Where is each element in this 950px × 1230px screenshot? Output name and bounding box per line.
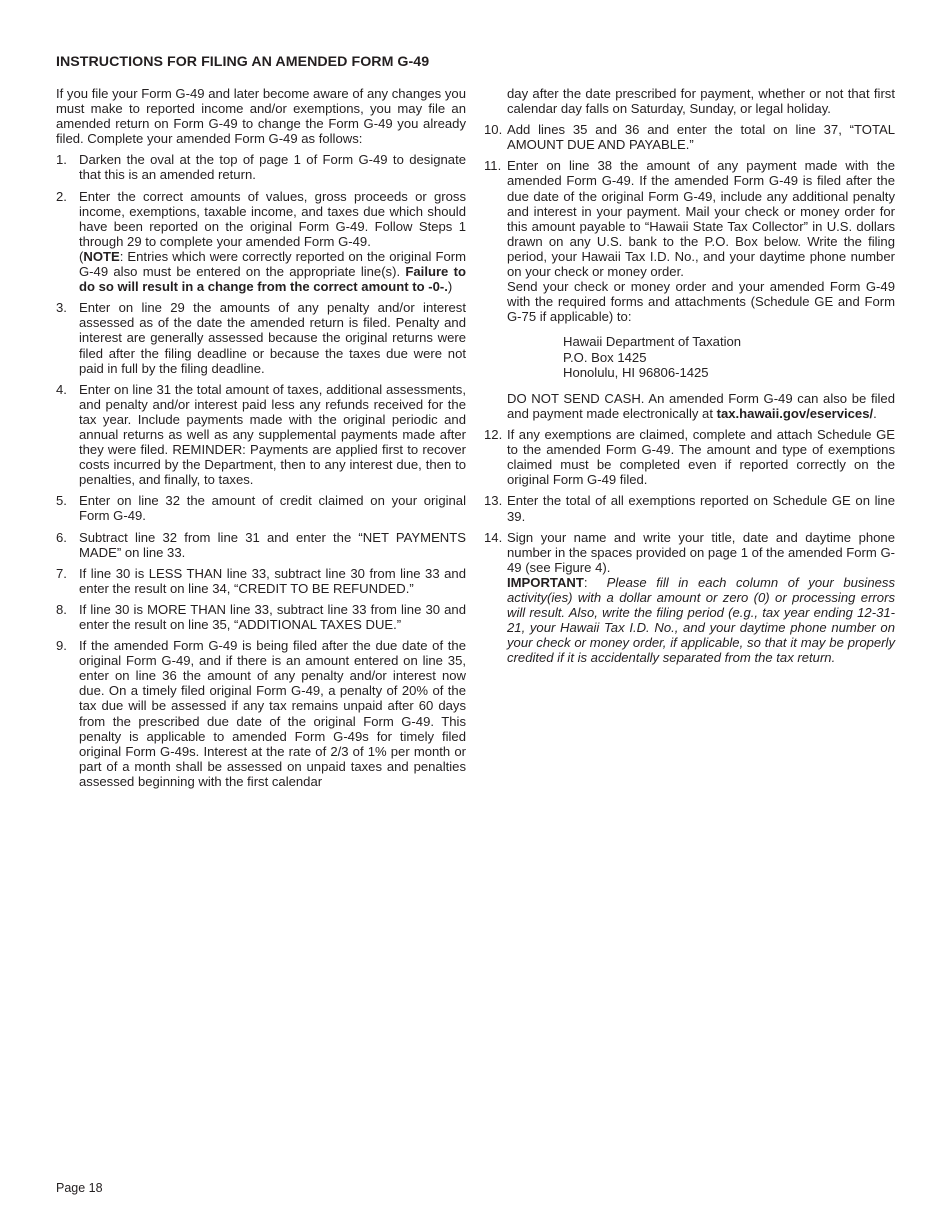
right-column — [484, 86, 895, 672]
step-4: 4. Enter on line 31 the total amount of taxes, additional assessments, and penalty and/or interest paid less any refunds received for the tax year. Include payments made with the original periodic and annual returns as well as any supplemental payments made after they were filed. REMINDER: Payments are applied first to recover costs incurred by the Department, then to any interest due, then to penalties, and finally, to taxes. — [56, 381, 466, 488]
address-line: P.O. Box 1425 — [563, 349, 647, 365]
step-9-continuation: day after the date prescribed for payment, whether or not that first calendar day falls on Saturday, Sunday, or legal holiday. — [507, 86, 895, 117]
address-line: Honolulu, HI 96806-1425 — [563, 365, 709, 381]
step-13: 13. Enter the total of all exemptions reported on Schedule GE on line 39. — [484, 493, 895, 524]
important-note: IMPORTANT: Please fill in each column of your business activity(ies) with a dollar amount or zero (0) or processing errors will result. Also, write the filing period (e.g., tax year ending 12-31-21, your Hawaii Tax I.D. No., and your daytime phone number on your check or money order, if applicable, so that it may be properly credited if it is accidentally separated from the tax return. — [507, 574, 895, 666]
mailing-address — [507, 334, 895, 381]
address-line: Hawaii Department of Taxation — [563, 334, 742, 350]
step-11: 11. Enter on line 38 the amount of any payment made with the amended Form G-49. If the amended Form G-49 is filed after the due date of the original Form G-49, include any additional penalty and interest in your payment. Mail your check or money order for this amount payable to “Hawaii State Tax Collector” in U.S. dollars drawn on any U.S. bank to the P.O. Box below. Write the filing period, your Hawaii Tax I.D. No., and your daytime phone number on your check or money order. Send your check or money order and your amended Form G-49 with the required forms and attachments (Schedule GE and Form G-75 if applicable) to: Hawaii Department of Taxation P.O. Box 1425 Honolulu, HI 96806-1425 DO NOT SEND CASH. An amended Form G-49 can also be filed and payment made electronically at tax.hawaii.gov/eservices/. — [484, 158, 895, 421]
eservices-link[interactable]: tax.hawaii.gov/eservices/ — [716, 406, 874, 421]
step-6: 6. Subtract line 32 from line 31 and enter the “NET PAYMENTS MADE” on line 33. — [56, 529, 466, 560]
step-5: 5. Enter on line 32 the amount of credit claimed on your original Form G-49. — [56, 493, 466, 524]
steps-list-left — [56, 152, 466, 789]
send-instructions: Send your check or money order and your amended Form G-49 with the required forms and attachments (Schedule GE and Form G-75 if applicable) to: — [507, 279, 895, 325]
step-12: 12. If any exemptions are claimed, complete and attach Schedule GE to the amended Form G-49. The amount and type of exemptions claimed must be completed even if reported correctly on the original Form G-49 filed. — [484, 427, 895, 488]
step-9: 9. If the amended Form G-49 is being filed after the due date of the original Form G-49, and if there is an amount entered on line 35, enter on line 36 the amount of any penalty and/or interest now due. On a timely filed original Form G-49, a penalty of 20% of the tax due will be assessed if any tax remains unpaid after 60 days from the prescribed due date of the original Form G-49. This penalty is applicable to amended Form G-49s for timely filed original Form G-49s. Interest at the rate of 2/3 of 1% per month or part of a month shall be assessed on unpaid taxes and penalties assessed beginning with the first calendar — [56, 638, 466, 789]
step-7: 7. If line 30 is LESS THAN line 33, subtract line 30 from line 33 and enter the result on line 34, “CREDIT TO BE REFUNDED.” — [56, 565, 466, 596]
important-label: IMPORTANT — [507, 574, 584, 590]
step-3: 3. Enter on line 29 the amounts of any penalty and/or interest assessed as of the date the amended return is filed. Penalty and interest are generally assessed because the original returns were filed after the filing deadline or because the taxes due were not paid in full by the filing deadline. — [56, 300, 466, 376]
failure-warning: Failure to do so will result in a change from the correct amount to -0-. — [79, 264, 466, 295]
important-text: Please fill in each column of your business activity(ies) with a dollar amount or zero (0) or processing errors will result. Also, write the filing period (e.g., tax year ending 12-31-21, your Hawaii Tax I.D. No., and your daytime phone number on your check or money order, if applicable, so that it may be properly credited if it is accidentally separated from the tax return. — [507, 574, 895, 666]
step-10: 10. Add lines 35 and 36 and enter the total on line 37, “TOTAL AMOUNT DUE AND PAYABLE.” — [484, 122, 895, 153]
steps-list-right — [484, 122, 895, 665]
step-14: 14. Sign your name and write your title, date and daytime phone number in the spaces provided on page 1 of the amended Form G-49 (see Figure 4). IMPORTANT: Please fill in each column of your business activity(ies) with a dollar amount or zero (0) or processing errors will result. Also, write the filing period (e.g., tax year ending 12-31-21, your Hawaii Tax I.D. No., and your daytime phone number on your check or money order, if applicable, so that it may be properly credited if it is accidentally separated from the tax return. — [484, 529, 895, 666]
no-cash-notice: DO NOT SEND CASH. An amended Form G-49 can also be filed and payment made electronically at tax.hawaii.gov/eservices/. — [507, 390, 895, 421]
intro-paragraph: If you file your Form G-49 and later become aware of any changes you must make to reported income and/or exemptions, you may file an amended return on Form G-49 to change the Form G-49 you already filed. Complete your amended Form G-49 as follows: — [56, 86, 466, 147]
left-column — [56, 86, 466, 795]
note-label: NOTE — [83, 248, 120, 264]
step-2: 2. Enter the correct amounts of values, gross proceeds or gross income, exemptions, taxable income, and taxes due which should have been reported on the original Form G-49. Follow Steps 1 through 29 to complete your amended Form G-49. (NOTE: Entries which were correctly reported on the original Form G-49 also must be entered on the appropriate line(s). Failure to do so will result in a change from the correct amount to -0-.) — [56, 188, 466, 295]
page-number: Page 18 — [56, 1181, 103, 1195]
step-1: 1. Darken the oval at the top of page 1 of Form G-49 to designate that this is an amended return. — [56, 152, 466, 183]
page-title: INSTRUCTIONS FOR FILING AN AMENDED FORM G-49 — [56, 54, 430, 70]
step-8: 8. If line 30 is MORE THAN line 33, subtract line 33 from line 30 and enter the result on line 35, “ADDITIONAL TAXES DUE.” — [56, 601, 466, 632]
